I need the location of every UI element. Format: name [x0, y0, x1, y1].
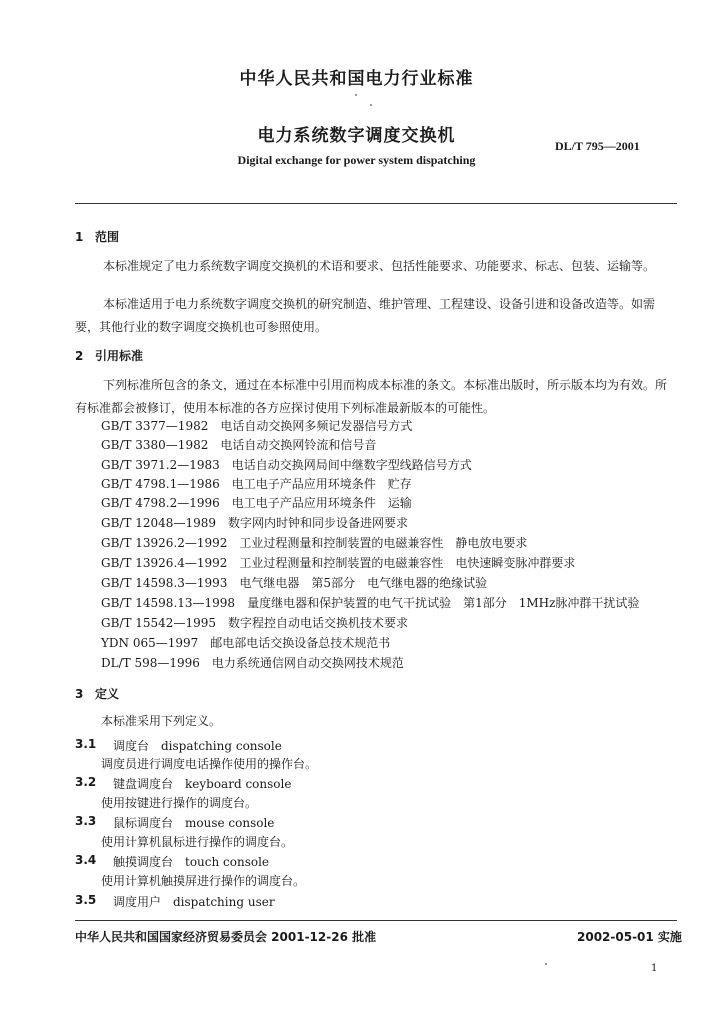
reference-item: GB/T 4798.1—1986 电工电子产品应用环境条件 贮存 — [101, 477, 412, 491]
document-title: 电力系统数字调度交换机 — [257, 126, 456, 146]
document-subtitle: Digital exchange for power system dispatching — [237, 153, 476, 167]
definition-body: 使用按键进行操作的调度台。 — [101, 796, 258, 810]
reference-item: GB/T 3377—1982 电话自动交换网多频记发器信号方式 — [101, 419, 413, 433]
definition-term: 调度台 dispatching console — [113, 739, 282, 753]
reference-item: YDN 065—1997 邮电部电话交换设备总技术规范书 — [101, 636, 391, 650]
reference-item: GB/T 3971.2—1983 电话自动交换网局间中继数字型线路信号方式 — [101, 458, 472, 472]
reference-item: DL/T 598—1996 电力系统通信网自动交换网技术规范 — [101, 656, 404, 670]
reference-item: GB/T 15542—1995 数字程控自动电话交换机技术要求 — [101, 616, 408, 630]
definition-body: 使用计算机触摸屏进行操作的调度台。 — [101, 874, 306, 888]
definition-term: 鼠标调度台 mouse console — [113, 816, 275, 830]
section-title: 范围 — [95, 230, 120, 244]
reference-item: GB/T 3380—1982 电话自动交换网铃流和信号音 — [101, 438, 377, 452]
reference-item: GB/T 14598.3—1993 电气继电器 第5部分 电气继电器的绝缘试验 — [101, 576, 488, 590]
scan-speck — [355, 94, 357, 96]
reference-item: GB/T 4798.2—1996 电工电子产品应用环境条件 运输 — [101, 496, 412, 510]
approval-statement: 中华人民共和国国家经济贸易委员会 2001-12-26 批准 — [75, 930, 377, 944]
footer-divider — [75, 920, 677, 921]
page-number: 1 — [651, 963, 658, 974]
section-heading-references — [75, 347, 143, 364]
standard-code: DL/T 795—2001 — [555, 139, 640, 153]
definition-term: 触摸调度台 touch console — [113, 855, 270, 869]
section-number: 3 — [75, 687, 84, 701]
references-intro: 下列标准所包含的条文，通过在本标准中引用而构成本标准的条文。本标准出版时，所示版本均为有效。所有标准都会被修订，使用本标准的各方应探讨使用下列标准最新版本的可能性。 — [75, 378, 668, 415]
definition-number: 3.3 — [75, 814, 97, 828]
reference-item: GB/T 13926.4—1992 工业过程测量和控制装置的电磁兼容性 电快速瞬变脉冲群要求 — [101, 556, 576, 570]
definition-number: 3.1 — [75, 737, 97, 751]
reference-item: GB/T 14598.13—1998 量度继电器和保护装置的电气干扰试验 第1部分 1MHz脉冲群干扰试验 — [101, 596, 640, 610]
definition-number: 3.4 — [75, 853, 97, 867]
section-title: 引用标准 — [95, 349, 144, 363]
definition-number: 3.5 — [75, 893, 97, 907]
scope-paragraph-2: 本标准适用于电力系统数字调度交换机的研究制造、维护管理、工程建设、设备引进和设备改造等。如需要，其他行业的数字调度交换机也可参照使用。 — [75, 297, 656, 334]
scope-paragraph-1: 本标准规定了电力系统数字调度交换机的术语和要求、包括性能要求、功能要求、标志、包装、运输等。 — [103, 259, 656, 273]
definition-term: 键盘调度台 keyboard console — [113, 777, 292, 791]
section-title: 定义 — [95, 687, 120, 701]
implementation-date: 2002-05-01 实施 — [577, 930, 682, 944]
definition-body: 调度员进行调度电话操作使用的操作台。 — [101, 757, 318, 771]
section-number: 2 — [75, 349, 84, 363]
reference-item: GB/T 13926.2—1992 工业过程测量和控制装置的电磁兼容性 静电放电要求 — [101, 536, 528, 550]
definition-body: 使用计算机鼠标进行操作的调度台。 — [101, 835, 294, 849]
standard-type-heading: 中华人民共和国电力行业标准 — [239, 69, 474, 89]
scan-speck — [545, 963, 547, 965]
definition-number: 3.2 — [75, 775, 97, 789]
section-heading-definitions — [75, 685, 119, 702]
section-number: 1 — [75, 230, 84, 244]
definition-term: 调度用户 dispatching user — [113, 895, 275, 909]
header-divider — [75, 203, 677, 204]
reference-item: GB/T 12048—1989 数字网内时钟和同步设备进网要求 — [101, 516, 408, 530]
definitions-intro: 本标准采用下列定义。 — [101, 714, 222, 728]
section-heading-scope — [75, 228, 119, 245]
scan-speck — [370, 104, 372, 106]
